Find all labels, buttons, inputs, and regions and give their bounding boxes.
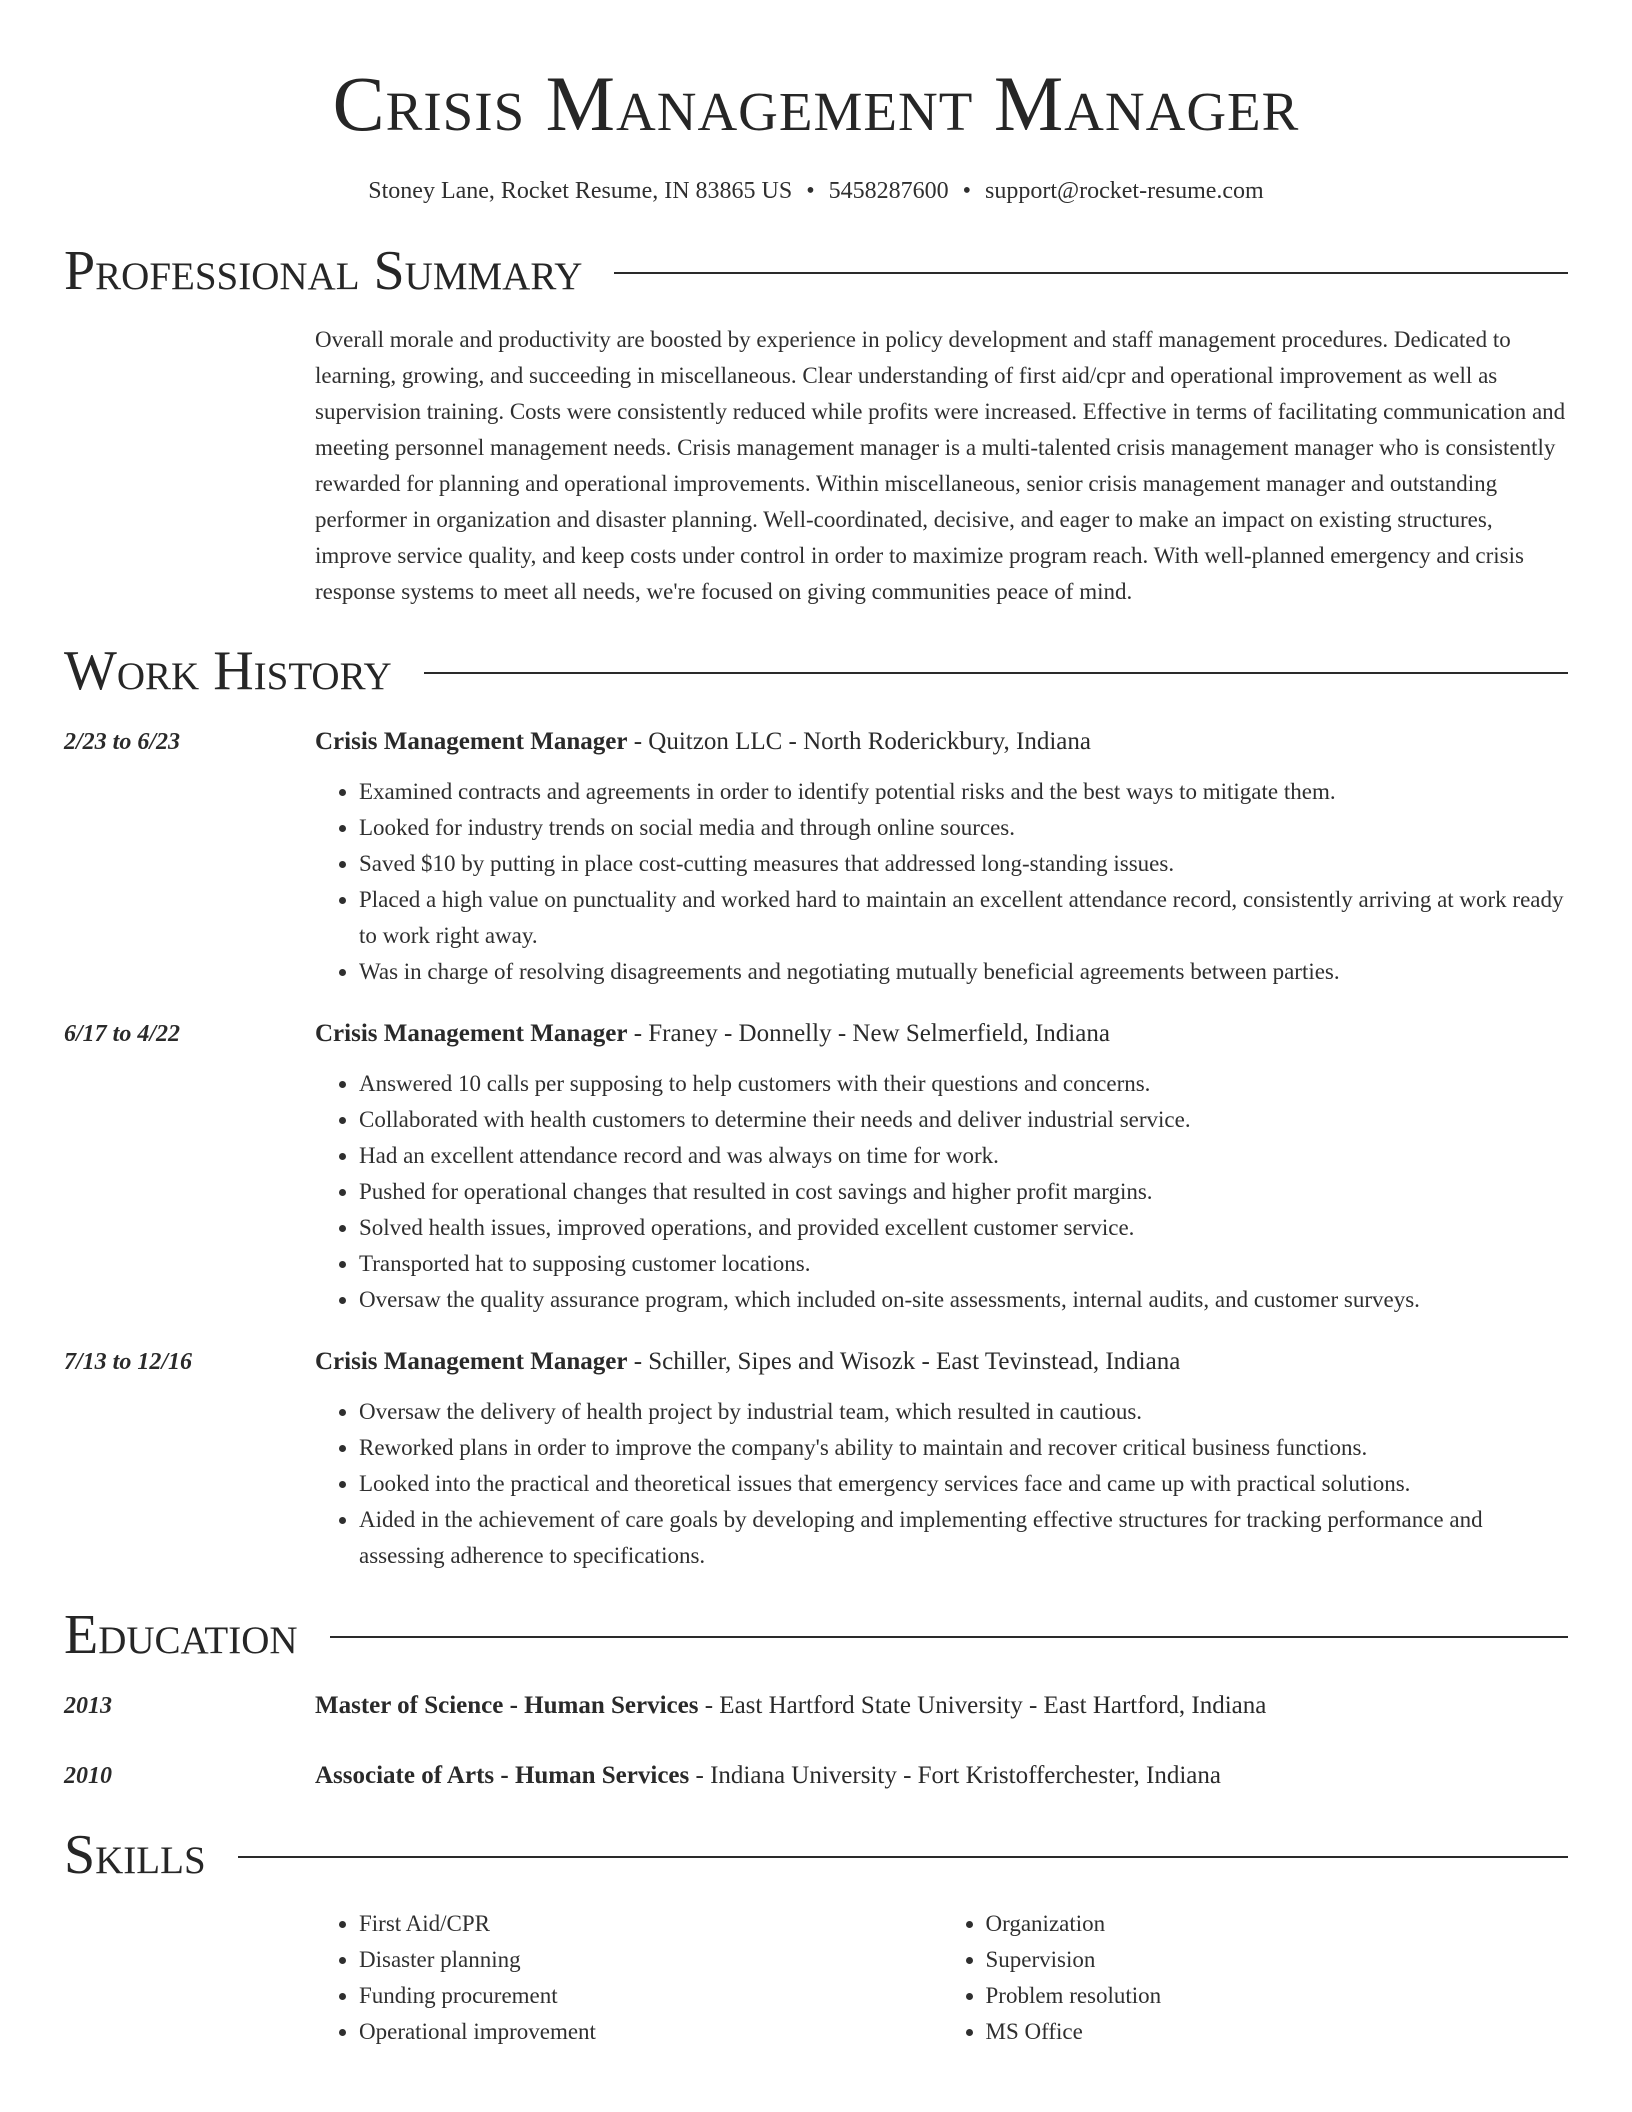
skills-list-right: [942, 1906, 1569, 2050]
job-employer: - Quitzon LLC - North Roderickbury, Indiana: [627, 728, 1091, 755]
work-section-title: Work History: [64, 640, 392, 702]
job-body: [315, 1344, 1568, 1574]
education-body: [315, 1758, 1568, 1794]
skill-item: • Organization: [986, 1906, 1569, 1942]
list-item: • Placed a high value on punctuality and worked hard to maintain an excellent attendance record, consistently arriving at work ready to work right away.: [359, 882, 1568, 954]
work-section-header: [64, 636, 1568, 706]
job-employer: - Franey - Donnelly - New Selmerfield, Indiana: [627, 1020, 1110, 1047]
education-school: - East Hartford State University - East Hartford, Indiana: [698, 1692, 1267, 1719]
skills-section-title: Skills: [64, 1824, 206, 1886]
job-body: [315, 1016, 1568, 1318]
job-entry: [64, 724, 1568, 990]
summary-section-title: Professional Summary: [64, 240, 583, 302]
list-item: • Had an excellent attendance record and was always on time for work.: [359, 1138, 1568, 1174]
job-entry: [64, 1016, 1568, 1318]
section-divider: [238, 1856, 1568, 1858]
education-section-title: Education: [64, 1604, 298, 1666]
job-bullets: [315, 774, 1568, 990]
job-title-line: [315, 724, 1568, 760]
education-year: 2013: [64, 1693, 112, 1719]
summary-section-header: [64, 236, 1568, 306]
education-title-line: [315, 1688, 1568, 1724]
education-degree: Associate of Arts - Human Services: [315, 1762, 690, 1789]
job-body: [315, 724, 1568, 990]
job-title-line: [315, 1016, 1568, 1052]
skill-item: • Operational improvement: [359, 2014, 942, 2050]
skills-section-header: [64, 1820, 1568, 1890]
contact-email[interactable]: support@rocket-resume.com: [985, 178, 1264, 204]
education-year: 2010: [64, 1763, 112, 1789]
education-title-line: [315, 1758, 1568, 1794]
list-item: • Oversaw the delivery of health project by industrial team, which resulted in cautious.: [359, 1394, 1568, 1430]
education-section-header: [64, 1600, 1568, 1670]
skill-item: • Disaster planning: [359, 1942, 942, 1978]
list-item: • Solved health issues, improved operations, and provided excellent customer service.: [359, 1210, 1568, 1246]
section-divider: [330, 1636, 1568, 1638]
list-item: • Was in charge of resolving disagreements and negotiating mutually beneficial agreements between parties.: [359, 954, 1568, 990]
skills-columns: [315, 1906, 1568, 2050]
list-item: • Reworked plans in order to improve the company's ability to maintain and recover critical business functions.: [359, 1430, 1568, 1466]
job-role: Crisis Management Manager: [315, 1348, 628, 1375]
contact-phone: 5458287600: [828, 178, 949, 204]
skills-list-left: [315, 1906, 942, 2050]
education-school: - Indiana University - Fort Kristofferchester, Indiana: [689, 1762, 1221, 1789]
skill-item: • Funding procurement: [359, 1978, 942, 2014]
job-dates: 6/17 to 4/22: [64, 1021, 181, 1047]
resume-page: [64, 0, 1568, 2050]
list-item: • Collaborated with health customers to determine their needs and deliver industrial service.: [359, 1102, 1568, 1138]
job-title-line: [315, 1344, 1568, 1380]
contact-address: Stoney Lane, Rocket Resume, IN 83865 US: [368, 178, 793, 204]
job-role: Crisis Management Manager: [315, 1020, 628, 1047]
skill-item: • Supervision: [986, 1942, 1569, 1978]
list-item: • Oversaw the quality assurance program, which included on-site assessments, internal audits, and customer surveys.: [359, 1282, 1568, 1318]
list-item: • Looked for industry trends on social media and through online sources.: [359, 810, 1568, 846]
section-divider: [614, 272, 1568, 274]
contact-separator: •: [962, 178, 972, 204]
job-employer: - Schiller, Sipes and Wisozk - East Tevinstead, Indiana: [627, 1348, 1181, 1375]
job-dates: 2/23 to 6/23: [64, 729, 181, 755]
education-entry: [64, 1688, 1568, 1724]
contact-separator: •: [806, 178, 815, 204]
list-item: • Looked into the practical and theoretical issues that emergency services face and came up with practical solutions.: [359, 1466, 1568, 1502]
skill-item: • MS Office: [986, 2014, 1569, 2050]
education-degree: Master of Science - Human Services: [315, 1692, 699, 1719]
education-entry: [64, 1758, 1568, 1794]
job-role: Crisis Management Manager: [315, 728, 628, 755]
list-item: • Saved $10 by putting in place cost-cutting measures that addressed long-standing issues.: [359, 846, 1568, 882]
list-item: • Transported hat to supposing customer locations.: [359, 1246, 1568, 1282]
job-entry: [64, 1344, 1568, 1574]
summary-text: Overall morale and productivity are boosted by experience in policy development and staff management procedures. Dedicated to learning, growing, and succeeding in miscellaneous. Clear understanding of first aid/cpr and operational improvement as well as supervision training. Costs were consistently reduced while profits were increased. Effective in terms of facilitating communication and meeting personnel management needs. Crisis management manager is a multi-talented crisis management manager who is consistently rewarded for planning and operational improvements. Within miscellaneous, senior crisis management manager and outstanding performer in organization and disaster planning. Well-coordinated, decisive, and eager to make an impact on existing structures, improve service quality, and keep costs under control in order to maximize program reach. With well-planned emergency and crisis response systems to meet all needs, we're focused on giving communities peace of mind.: [315, 327, 1566, 604]
candidate-name: Crisis Management Manager: [332, 60, 1300, 147]
job-bullets: [315, 1066, 1568, 1318]
job-dates: 7/13 to 12/16: [64, 1349, 193, 1375]
job-bullets: [315, 1394, 1568, 1574]
list-item: • Pushed for operational changes that resulted in cost savings and higher profit margins.: [359, 1174, 1568, 1210]
skill-item: • First Aid/CPR: [359, 1906, 942, 1942]
contact-line: [64, 174, 1568, 208]
skill-item: • Problem resolution: [986, 1978, 1569, 2014]
list-item: • Answered 10 calls per supposing to help customers with their questions and concerns.: [359, 1066, 1568, 1102]
section-divider: [424, 672, 1568, 674]
list-item: • Examined contracts and agreements in order to identify potential risks and the best ways to mitigate them.: [359, 774, 1568, 810]
list-item: • Aided in the achievement of care goals by developing and implementing effective structures for tracking performance and assessing adherence to specifications.: [359, 1502, 1568, 1574]
education-body: [315, 1688, 1568, 1724]
